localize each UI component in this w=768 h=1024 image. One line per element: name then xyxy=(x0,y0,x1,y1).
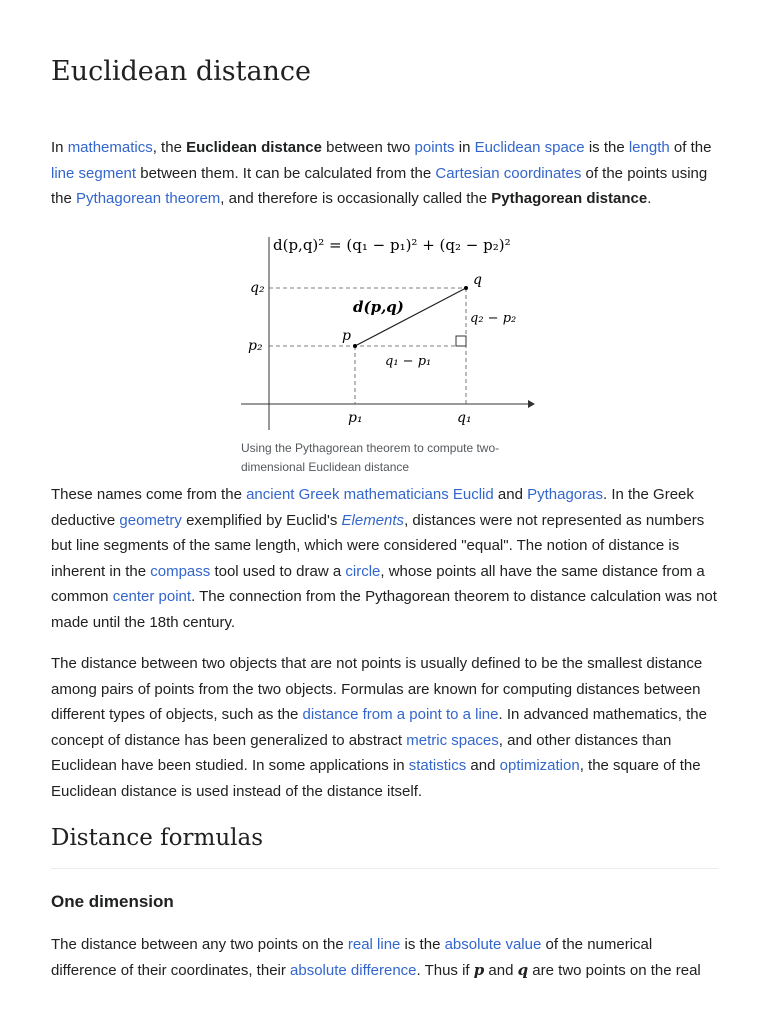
text: These names come from the xyxy=(51,486,247,503)
text: . In the Greek deductive xyxy=(51,486,694,529)
link-euclid[interactable]: Euclid xyxy=(452,486,494,503)
text: is the xyxy=(584,139,629,156)
text: . The connection from the Pythagorean theorem to distance calculation was not made until the 18th century. xyxy=(51,588,717,631)
text: is the xyxy=(400,936,445,953)
link-elements[interactable]: Elements xyxy=(341,511,405,529)
text: , distances were not represented as numbers but line segments of the same length, which were considered "equal". The notion of distance is inherent in the xyxy=(51,511,705,580)
point-q xyxy=(464,286,468,290)
text: and xyxy=(466,757,500,774)
text: In xyxy=(51,139,68,156)
link-absolute-value[interactable]: absolute value xyxy=(444,936,542,953)
math-q: q xyxy=(517,960,529,979)
link-mathematics[interactable]: mathematics xyxy=(67,139,153,156)
formula: d(p,q)² = (q₁ − p₁)² + (q₂ − p₂)² xyxy=(273,236,511,254)
label-distance: d(p,q) xyxy=(353,298,404,316)
pythagorean-diagram[interactable] xyxy=(241,225,541,435)
label-dy: q₂ − p₂ xyxy=(470,311,517,326)
right-angle-marker xyxy=(456,336,466,346)
text: The distance between any two points on the xyxy=(51,936,348,953)
link-geometry[interactable]: geometry xyxy=(119,511,182,529)
text: tool used to draw a xyxy=(210,562,346,580)
link-ancient-greek-mathematicians[interactable]: ancient Greek mathematicians xyxy=(246,486,449,503)
label-q1: q₁ xyxy=(457,410,472,426)
link-metric-spaces[interactable]: metric spaces xyxy=(406,731,499,749)
figure-caption: Using the Pythagorean theorem to compute two-dimensional Euclidean distance xyxy=(241,441,500,474)
text: exemplified by Euclid's xyxy=(181,511,342,529)
figure xyxy=(241,225,541,477)
link-points[interactable]: points xyxy=(414,139,455,156)
heading-divider xyxy=(51,868,718,869)
intro-paragraph xyxy=(51,135,718,212)
text: , and other distances than Euclidean have been studied. In some applications in xyxy=(51,731,672,774)
text: , and therefore is occasionally called the xyxy=(220,190,492,207)
subsection-heading-one-dimension: One dimension xyxy=(51,892,174,911)
text: between two xyxy=(321,139,415,156)
text: between them. It can be calculated from the xyxy=(136,164,436,182)
bold-term: Euclidean distance xyxy=(186,139,322,156)
label-p: p xyxy=(342,328,351,344)
link-center-point[interactable]: center point xyxy=(112,588,192,605)
text: . xyxy=(647,190,652,207)
text: of the numerical difference of their coordinates, their xyxy=(51,936,653,979)
math-p: p xyxy=(473,960,485,979)
text: in xyxy=(454,139,475,156)
link-pythagoras[interactable]: Pythagoras xyxy=(527,486,603,503)
text: . Thus if xyxy=(416,961,474,979)
text: , whose points all have the same distance from a common xyxy=(51,562,705,605)
text: and xyxy=(484,961,518,979)
link-line-segment[interactable]: line segment xyxy=(51,164,137,182)
distance-segment xyxy=(355,288,466,346)
text: of the xyxy=(669,139,712,156)
link-absolute-difference[interactable]: absolute difference xyxy=(290,961,417,979)
text: and xyxy=(493,486,528,503)
objects-paragraph xyxy=(51,651,718,804)
link-circle[interactable]: circle xyxy=(345,562,381,580)
one-dimension-paragraph xyxy=(51,932,718,983)
link-optimization[interactable]: optimization xyxy=(499,757,580,774)
bold-term: Pythagorean distance xyxy=(491,190,648,207)
link-statistics[interactable]: statistics xyxy=(408,757,467,774)
text: The distance between two objects that are not points is usually defined to be the smallest distance among pairs of points from the two objects. Formulas are known for computing distances between different types of objects, such as the xyxy=(51,655,703,723)
text: are two points on the real xyxy=(528,961,701,979)
link-real-line[interactable]: real line xyxy=(347,936,401,953)
label-q2: q₂ xyxy=(250,280,265,296)
text: . In advanced mathematics, the concept of distance has been generalized to abstract xyxy=(51,706,707,749)
page-title: Euclidean distance xyxy=(51,56,312,87)
x-axis-arrow-icon xyxy=(528,400,535,408)
link-compass[interactable]: compass xyxy=(150,562,211,580)
label-p1: p₁ xyxy=(348,410,363,426)
link-cartesian-coordinates[interactable]: Cartesian coordinates xyxy=(435,164,582,182)
link-length[interactable]: length xyxy=(628,139,670,156)
label-q: q xyxy=(473,272,482,288)
label-dx: q₁ − p₁ xyxy=(385,354,432,369)
link-distance-point-line[interactable]: distance from a point to a line xyxy=(302,706,499,723)
text: , the square of the Euclidean distance is used instead of the distance itself. xyxy=(51,757,701,800)
label-p2: p₂ xyxy=(248,338,263,354)
link-pythagorean-theorem[interactable]: Pythagorean theorem xyxy=(76,190,221,207)
section-heading-distance-formulas: Distance formulas xyxy=(51,825,264,851)
text: of the points using the xyxy=(51,164,708,207)
history-paragraph xyxy=(51,482,718,635)
link-euclidean-space[interactable]: Euclidean space xyxy=(474,139,585,156)
point-p xyxy=(353,344,357,348)
text: , the xyxy=(152,139,187,156)
